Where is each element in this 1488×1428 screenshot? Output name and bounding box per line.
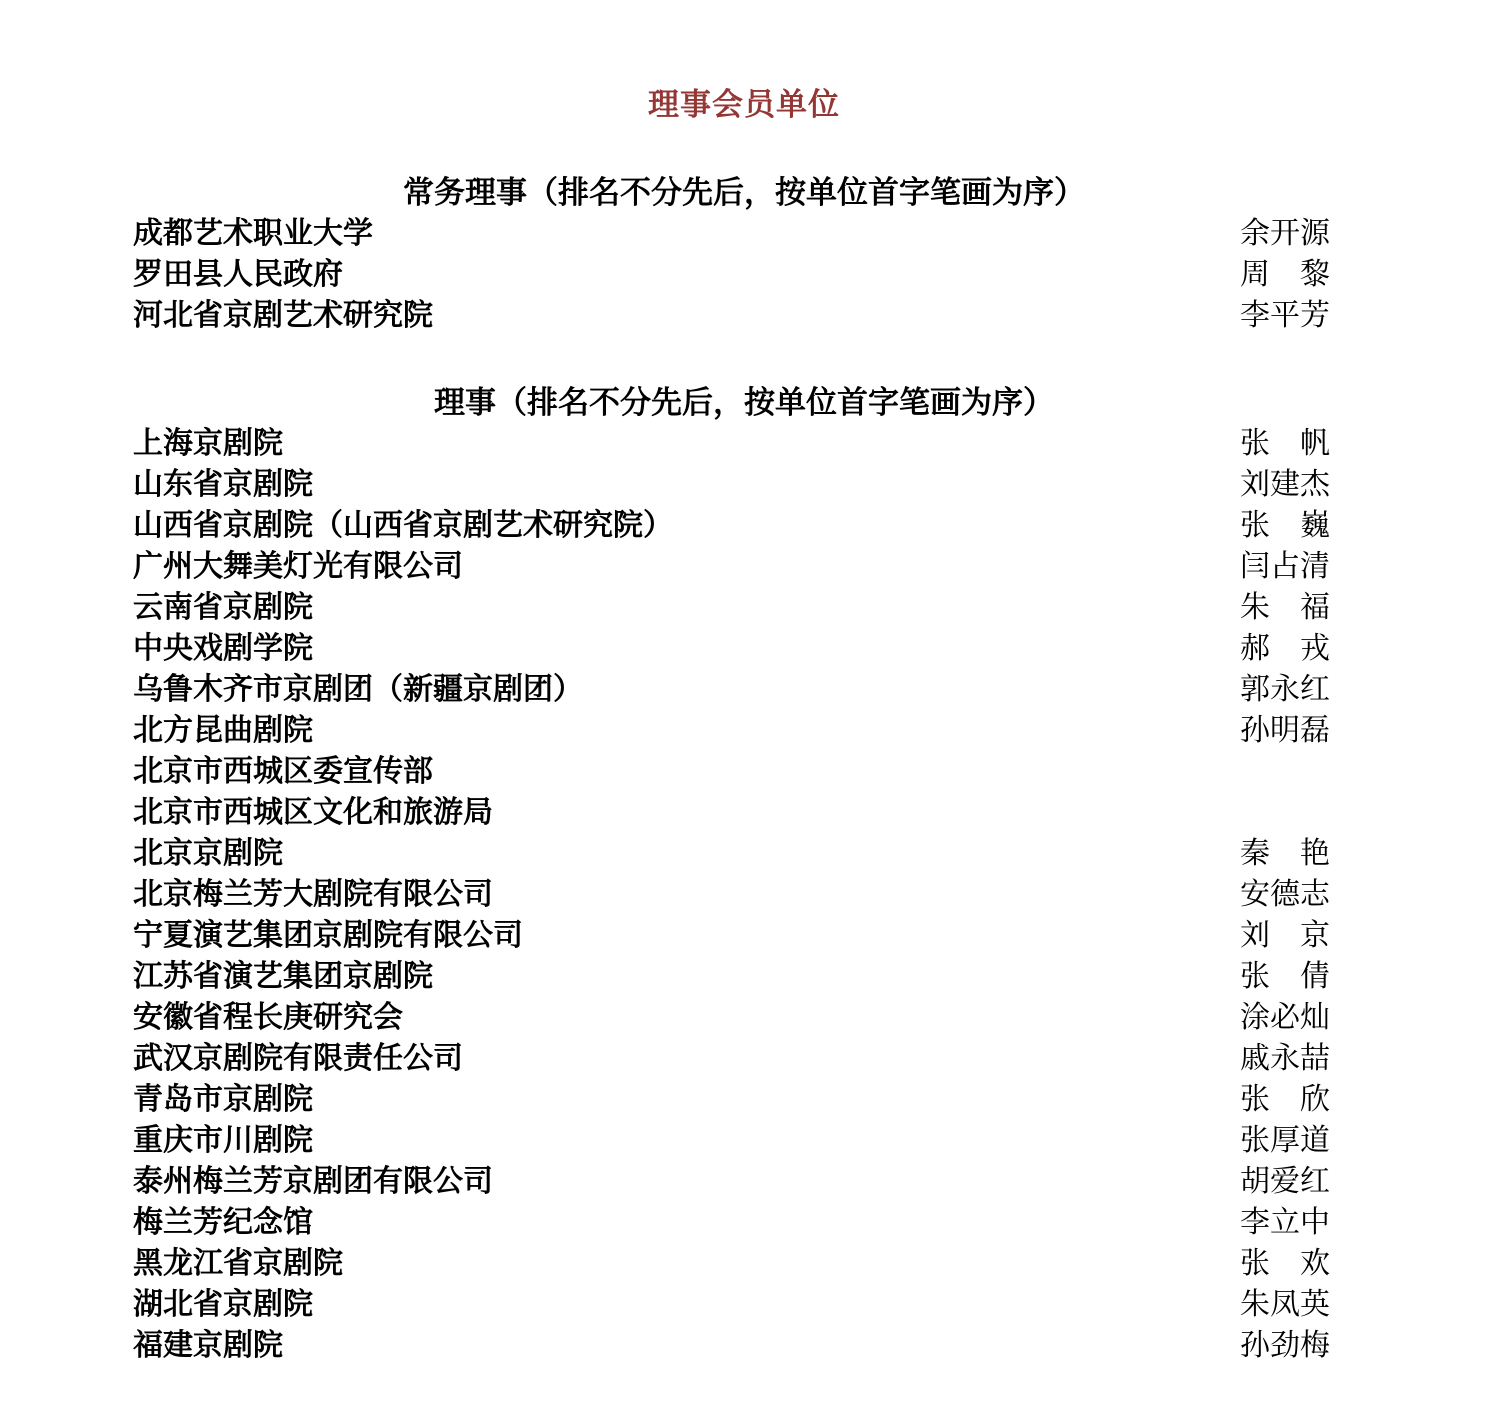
org-name: 山西省京剧院（山西省京剧艺术研究院） bbox=[133, 509, 673, 542]
person-name: 张 欢 bbox=[1240, 1247, 1330, 1280]
person-name: 朱 福 bbox=[1240, 591, 1330, 624]
table-row bbox=[133, 956, 1330, 997]
person-name: 李平芳 bbox=[1240, 299, 1330, 332]
table-row bbox=[133, 1202, 1330, 1243]
person-name: 戚永喆 bbox=[1240, 1042, 1330, 1075]
table-row bbox=[133, 751, 1330, 792]
person-name: 安德志 bbox=[1240, 878, 1330, 911]
table-row bbox=[133, 628, 1330, 669]
table-row bbox=[133, 505, 1330, 546]
person-name: 张 倩 bbox=[1240, 960, 1330, 993]
org-name: 北京梅兰芳大剧院有限公司 bbox=[133, 878, 493, 911]
table-row bbox=[133, 833, 1330, 874]
person-name: 张 帆 bbox=[1240, 427, 1330, 460]
person-name: 余开源 bbox=[1240, 217, 1330, 250]
table-row bbox=[133, 792, 1330, 833]
org-name: 中央戏剧学院 bbox=[133, 632, 313, 665]
org-name: 泰州梅兰芳京剧团有限公司 bbox=[133, 1165, 493, 1198]
section-heading: 理事（排名不分先后，按单位首字笔画为序） bbox=[434, 385, 1054, 420]
table-row bbox=[133, 669, 1330, 710]
org-name: 梅兰芳纪念馆 bbox=[133, 1206, 313, 1239]
person-name: 张厚道 bbox=[1240, 1124, 1330, 1157]
org-name: 宁夏演艺集团京剧院有限公司 bbox=[133, 919, 523, 952]
person-name: 孙劲梅 bbox=[1240, 1329, 1330, 1362]
table-row bbox=[133, 213, 1330, 254]
person-name: 朱凤英 bbox=[1240, 1288, 1330, 1321]
sections-container bbox=[0, 172, 1488, 1366]
page-title: 理事会员单位 bbox=[648, 87, 840, 122]
org-name: 广州大舞美灯光有限公司 bbox=[133, 550, 463, 583]
section-heading: 常务理事（排名不分先后，按单位首字笔画为序） bbox=[403, 175, 1085, 210]
org-name: 上海京剧院 bbox=[133, 427, 283, 460]
person-name: 刘 京 bbox=[1240, 919, 1330, 952]
org-name: 安徽省程长庚研究会 bbox=[133, 1001, 403, 1034]
table-row bbox=[133, 997, 1330, 1038]
org-name: 罗田县人民政府 bbox=[133, 258, 343, 291]
table-row bbox=[133, 874, 1330, 915]
table-row bbox=[133, 915, 1330, 956]
table-row bbox=[133, 1038, 1330, 1079]
org-name: 乌鲁木齐市京剧团（新疆京剧团） bbox=[133, 673, 583, 706]
org-name: 重庆市川剧院 bbox=[133, 1124, 313, 1157]
table-row bbox=[133, 587, 1330, 628]
table-row bbox=[133, 1161, 1330, 1202]
section bbox=[0, 382, 1488, 1366]
section-rows bbox=[133, 213, 1330, 336]
person-name: 郝 戎 bbox=[1240, 632, 1330, 665]
table-row bbox=[133, 1243, 1330, 1284]
org-name: 北京市西城区文化和旅游局 bbox=[133, 796, 493, 829]
org-name: 河北省京剧艺术研究院 bbox=[133, 299, 433, 332]
person-name: 秦 艳 bbox=[1240, 837, 1330, 870]
org-name: 北京京剧院 bbox=[133, 837, 283, 870]
section bbox=[0, 172, 1488, 336]
table-row bbox=[133, 1325, 1330, 1366]
person-name: 闫占清 bbox=[1240, 550, 1330, 583]
person-name: 张 巍 bbox=[1240, 509, 1330, 542]
person-name: 周 黎 bbox=[1240, 258, 1330, 291]
table-row bbox=[133, 710, 1330, 751]
table-row bbox=[133, 423, 1330, 464]
org-name: 北方昆曲剧院 bbox=[133, 714, 313, 747]
org-name: 山东省京剧院 bbox=[133, 468, 313, 501]
org-name: 武汉京剧院有限责任公司 bbox=[133, 1042, 463, 1075]
org-name: 云南省京剧院 bbox=[133, 591, 313, 624]
org-name: 黑龙江省京剧院 bbox=[133, 1247, 343, 1280]
person-name: 胡爱红 bbox=[1240, 1165, 1330, 1198]
table-row bbox=[133, 1120, 1330, 1161]
person-name: 刘建杰 bbox=[1240, 468, 1330, 501]
table-row bbox=[133, 464, 1330, 505]
table-row bbox=[133, 1284, 1330, 1325]
org-name: 北京市西城区委宣传部 bbox=[133, 755, 433, 788]
person-name: 张 欣 bbox=[1240, 1083, 1330, 1116]
org-name: 江苏省演艺集团京剧院 bbox=[133, 960, 433, 993]
table-row bbox=[133, 546, 1330, 587]
org-name: 青岛市京剧院 bbox=[133, 1083, 313, 1116]
table-row bbox=[133, 254, 1330, 295]
person-name: 孙明磊 bbox=[1240, 714, 1330, 747]
table-row bbox=[133, 295, 1330, 336]
section-rows bbox=[133, 423, 1330, 1366]
org-name: 湖北省京剧院 bbox=[133, 1288, 313, 1321]
person-name: 李立中 bbox=[1240, 1206, 1330, 1239]
person-name: 涂必灿 bbox=[1240, 1001, 1330, 1034]
org-name: 成都艺术职业大学 bbox=[133, 217, 373, 250]
table-row bbox=[133, 1079, 1330, 1120]
person-name: 郭永红 bbox=[1240, 673, 1330, 706]
org-name: 福建京剧院 bbox=[133, 1329, 283, 1362]
